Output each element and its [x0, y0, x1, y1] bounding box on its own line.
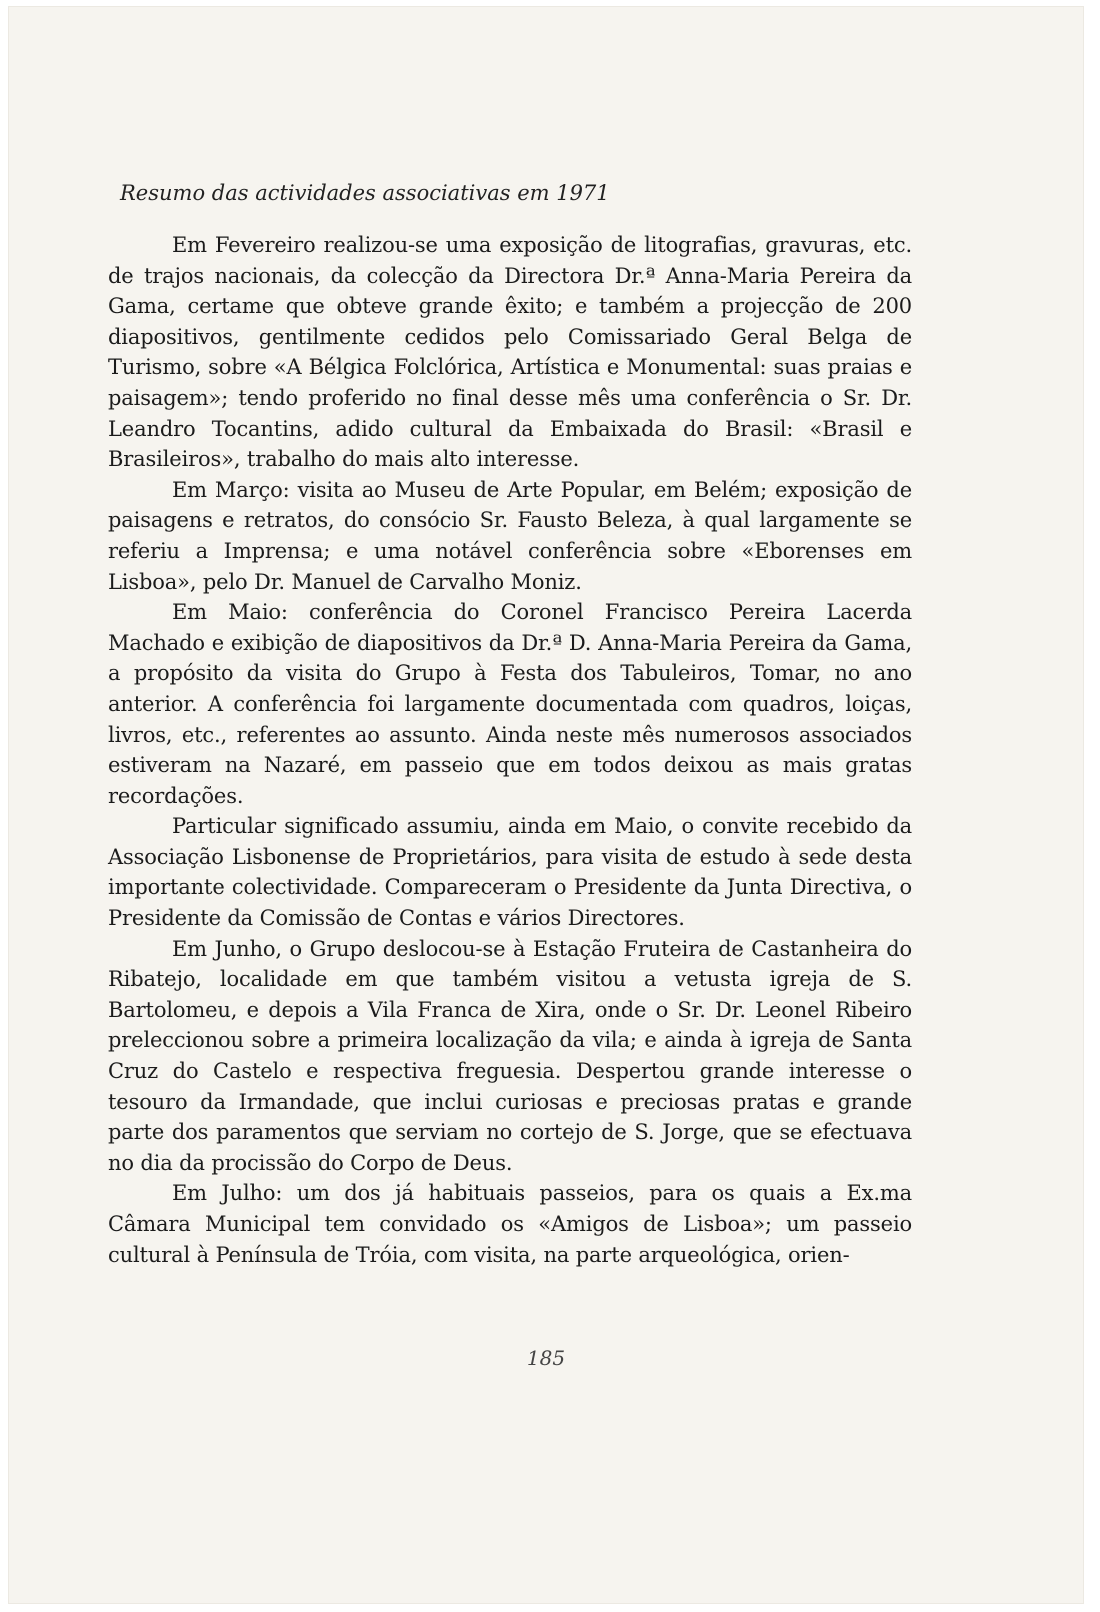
paragraph-julho: Em Julho: um dos já habituais passeios, para os quais a Ex.ma Câmara Municipal tem convidado os «Amigos de Lisboa»; um passeio cultural à Península de Tróia, com visita, na parte arqueológica, orien-: [108, 1181, 912, 1267]
paragraph-junho: Em Junho, o Grupo deslocou-se à Estação Fruteira de Castanheira do Ribatejo, localidade em que também visitou a vetusta igreja de S. Bartolomeu, e depois a Vila Franca de Xira, onde o Sr. Dr. Leonel Ribeiro preleccionou sobre a primeira localização da vila; e ainda à igreja de Santa Cruz do Castelo e respectiva freguesia. Despertou grande interesse o tesouro da Irmandade, que inclui curiosas e preciosas pratas e grande parte dos paramentos que serviam no cortejo de S. Jorge, que se efectuava no dia da procissão do Corpo de Deus.: [108, 936, 912, 1175]
document-page: [8, 6, 1084, 1604]
paragraph-maio-convite: Particular significado assumiu, ainda em Maio, o convite recebido da Associação Lisbonense de Proprietários, para visita de estudo à sede desta importante colectividade. Compareceram o Presidente da Junta Directiva, o Presidente da Comissão de Contas e vários Directores.: [108, 814, 912, 931]
paragraph-fevereiro: Em Fevereiro realizou-se uma exposição de litografias, gravuras, etc. de trajos nacionais, da colecção da Directora Dr.ª Anna-Maria Pereira da Gama, certame que obteve grande êxito; e também a projecção de 200 diapositivos, gentilmente cedidos pelo Comissariado Geral Belga de Turismo, sobre «A Bélgica Folclórica, Artística e Monumental: suas praias e paisagem»; tendo proferido no final desse mês uma conferência o Sr. Dr. Leandro Tocantins, adido cultural da Embaixada do Brasil: «Brasil e Brasileiros», trabalho do mais alto interesse.: [108, 233, 912, 472]
document-body: [108, 178, 912, 1270]
paragraph-marco: Em Março: visita ao Museu de Arte Popular, em Belém; exposição de paisagens e retratos, do consócio Sr. Fausto Beleza, à qual largamente se referiu a Imprensa; e uma notável conferência sobre «Eborenses em Lisboa», pelo Dr. Manuel de Carvalho Moniz.: [108, 477, 912, 594]
page-number: 185: [526, 1346, 566, 1370]
paragraph-maio: Em Maio: conferência do Coronel Francisco Pereira Lacerda Machado e exibição de diapositivos da Dr.ª D. Anna-Maria Pereira da Gama, a propósito da visita do Grupo à Festa dos Tabuleiros, Tomar, no ano anterior. A conferência foi largamente documentada com quadros, loiças, livros, etc., referentes ao assunto. Ainda neste mês numerosos associados estiveram na Nazaré, em passeio que em todos deixou as mais gratas recordações.: [108, 600, 912, 808]
section-heading: Resumo das actividades associativas em 1971: [120, 181, 610, 205]
